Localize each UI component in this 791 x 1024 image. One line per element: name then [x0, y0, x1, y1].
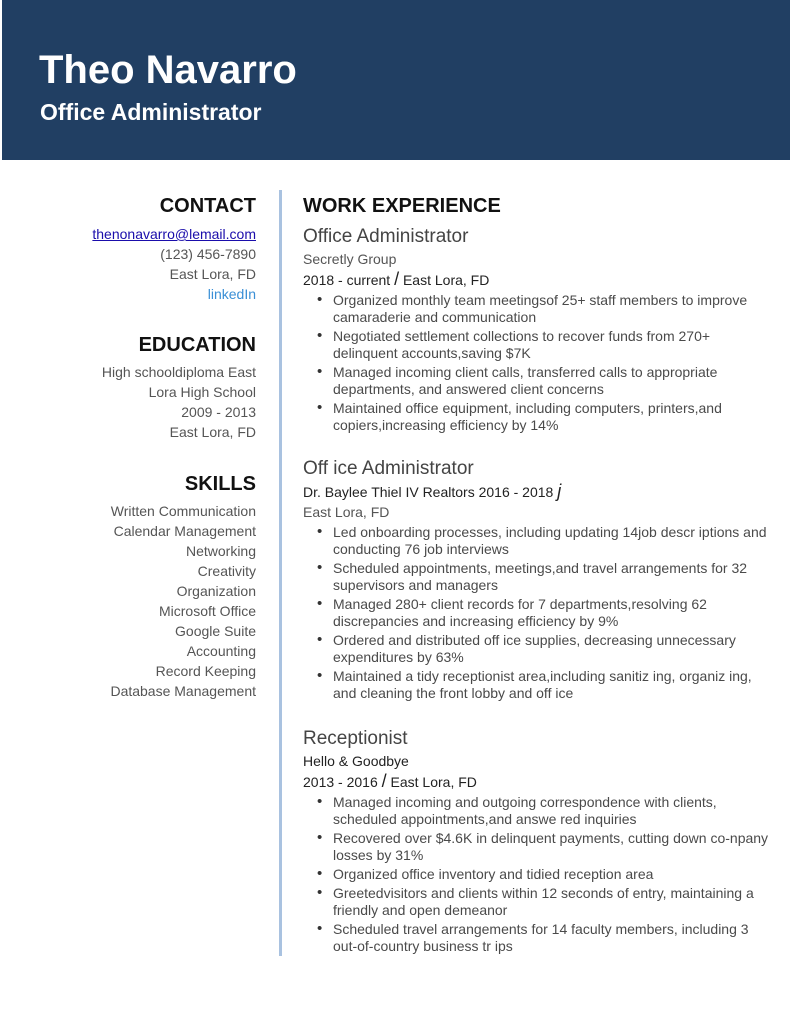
bullet-item: • Scheduled appointments, meetings,and travel arrangements for 32 supervisors and managers [317, 559, 748, 593]
education-heading: EDUCATION [138, 334, 256, 356]
bullet-item: • Organized monthly team meetingsof 25+ staff members to improve camaraderie and communication [317, 291, 748, 325]
job-company: Dr. Baylee Thiel IV Realtors 2016 - 2018 [303, 484, 554, 500]
skill-item: Organization [176, 583, 256, 599]
skill-item: Written Communication [110, 503, 256, 519]
phone-number: (123) 456-7890 [160, 246, 256, 262]
job-title: Office Administrator [303, 226, 469, 247]
skills-list [60, 501, 256, 701]
bullet-item: • Recovered over $4.6K in delinquent payments, cutting down co-npany losses by 31% [317, 829, 769, 863]
skill-item: Microsoft Office [159, 603, 256, 619]
skill-item: Record Keeping [155, 663, 256, 679]
job-company-dates [303, 481, 773, 502]
job-dates-location [303, 269, 773, 290]
candidate-title: Office Administrator [40, 99, 262, 125]
skills-heading: SKILLS [184, 473, 256, 495]
education-location: East Lora, FD [169, 424, 256, 440]
bullet-item: • Scheduled travel arrangements for 14 faculty members, including 3 out-of-country business tr ips [317, 920, 749, 954]
bullet-item: • Organized office inventory and tidied reception area [317, 865, 654, 882]
bullet-item: • Maintained a tidy receptionist area,including sanitiz ing, organiz ing, and cleaning the front lobby and off ice [317, 667, 752, 701]
job-entry [303, 457, 773, 704]
job-dates: 2013 - 2016 [303, 774, 378, 790]
column-divider [279, 190, 282, 956]
date-separator: j [557, 481, 562, 501]
job-bullets [303, 794, 773, 955]
education-section [60, 333, 256, 442]
bullet-item: • Maintained office equipment, including computers, printers,and copiers,increasing efficiency by 14% [317, 399, 722, 433]
skill-item: Database Management [110, 683, 256, 699]
education-degree-line-1: High schooldiploma East [101, 364, 256, 380]
bullet-item: • Managed incoming client calls, transferred calls to appropriate departments, and answered client concerns [317, 363, 718, 397]
contact-section [60, 194, 256, 304]
contact-location: East Lora, FD [169, 266, 256, 282]
job-dates-location [303, 771, 773, 792]
job-company: Hello & Goodbye [303, 753, 409, 769]
job-bullets [303, 292, 773, 434]
linkedin-link[interactable]: linkedIn [207, 286, 256, 302]
work-experience-heading: WORK EXPERIENCE [303, 195, 501, 217]
skill-item: Creativity [197, 563, 256, 579]
bullet-item: • Managed incoming and outgoing correspondence with clients, scheduled appointments,and answe red inquiries [317, 793, 717, 827]
job-company: Secretly Group [303, 251, 397, 267]
bullet-item: • Led onboarding processes, including updating 14job descr iptions and conducting 76 job interviews [317, 523, 767, 557]
skill-item: Google Suite [175, 623, 256, 639]
skills-section [60, 472, 256, 701]
header-banner [2, 0, 790, 160]
job-location: East Lora, FD [390, 774, 477, 790]
date-separator: / [381, 771, 387, 791]
bullet-item: • Managed 280+ client records for 7 departments,resolving 62 discrepancies and increasing efficiency by 9% [317, 595, 707, 629]
job-location: East Lora, FD [303, 504, 390, 520]
skill-item: Calendar Management [113, 523, 256, 539]
date-separator: / [394, 269, 400, 289]
education-degree-line-2: Lora High School [148, 384, 256, 400]
candidate-name: Theo Navarro [39, 48, 297, 92]
bullet-item: • Negotiated settlement collections to recover funds from 270+ delinquent accounts,saving $7K [317, 327, 711, 361]
email-link[interactable]: thenonavarro@lemail.com [92, 226, 256, 242]
job-title: Receptionist [303, 728, 408, 749]
job-entry [303, 225, 773, 436]
job-entry [303, 727, 773, 957]
job-location: East Lora, FD [402, 272, 490, 288]
bullet-item: • Greetedvisitors and clients within 12 seconds of entry, maintaining a friendly and open demeanor [317, 884, 754, 918]
job-dates: 2018 - current [303, 272, 391, 288]
contact-heading: CONTACT [159, 195, 256, 217]
skill-item: Accounting [186, 643, 256, 659]
skill-item: Networking [185, 543, 256, 559]
job-title: Off ice Administrator [303, 458, 474, 479]
education-dates: 2009 - 2013 [181, 404, 256, 420]
job-bullets [303, 524, 773, 702]
bullet-item: • Ordered and distributed off ice supplies, decreasing unnecessary expenditures by 63% [317, 631, 736, 665]
